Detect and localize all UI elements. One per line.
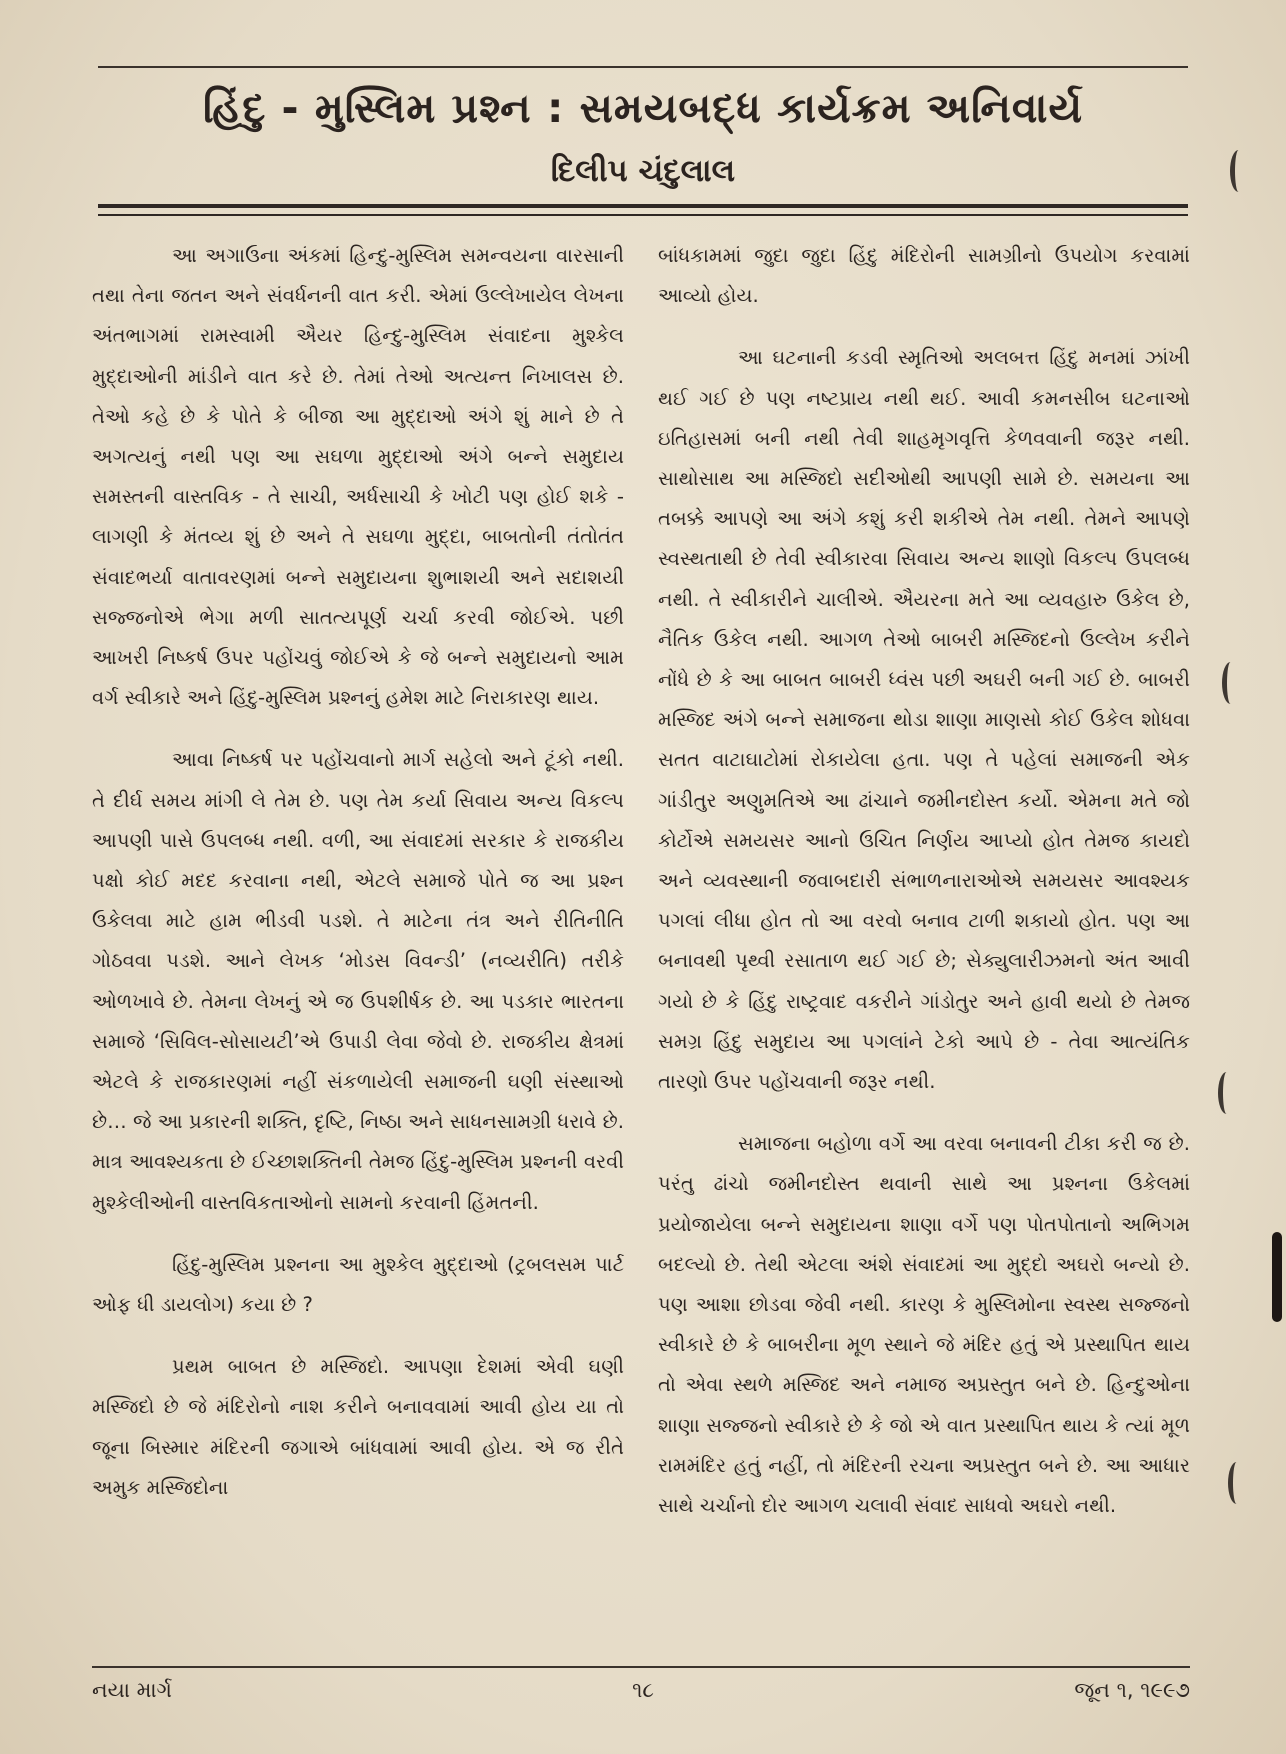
left-column bbox=[92, 236, 624, 1508]
paragraph: આ ઘટનાની કડવી સ્મૃતિઓ અલબત્ત હિંદુ મનમાં ઝાંખી થઈ ગઈ છે પણ નષ્ટપ્રાય નથી થઈ. આવી કમનસીબ ઘટનાઓ ઇતિહાસમાં બની નથી તેવી શાહમૃગવૃત્તિ કેળવવાની જરૂર નથી. સાથોસાથ આ મસ્જિદો સદીઓથી આપણી સામે છે. સમયના આ તબક્કે આપણે આ અંગે કશું કરી શકીએ તેમ નથી. તેમને આપણે સ્વસ્થતાથી છે તેવી સ્વીકારવા સિવાય અન્ય શાણો વિકલ્પ ઉપલબ્ધ નથી. તે સ્વીકારીને ચાલીએ. ઐયરના મતે આ વ્યવહારુ ઉકેલ છે, નૈતિક ઉકેલ નથી. આગળ તેઓ બાબરી મસ્જિદનો ઉલ્લેખ કરીને નોંધે છે કે આ બાબત બાબરી ધ્વંસ પછી અઘરી બની ગઈ છે. બાબરી મસ્જિદ અંગે બન્ને સમાજના થોડા શાણા માણસો કોઈ ઉકેલ શોધવા સતત વાટાઘાટોમાં રોકાયેલા હતા. પણ તે પહેલાં સમાજની એક ગાંડીતુર અણુમતિએ આ ઢાંચાને જમીનદોસ્ત કર્યો. એમના મતે જો કોર્ટોએ સમયસર આનો ઉચિત નિર્ણય આપ્યો હોત તેમજ કાયદો અને વ્યવસ્થાની જવાબદારી સંભાળનારાઓએ સમયસર આવશ્યક પગલાં લીધા હોત તો આ વરવો બનાવ ટાળી શકાયો હોત. પણ આ બનાવથી પૃથ્વી રસાતાળ થઈ ગઈ છે; સેક્યુલારીઝમનો અંત આવી ગયો છે કે હિંદુ રાષ્ટ્રવાદ વકરીને ગાંડોતુર અને હાવી થયો છે તેમજ સમગ્ર હિંદુ સમુદાય આ પગલાંને ટેકો આપે છે - તેવા આત્યંતિક તારણો ઉપર પહોંચવાની જરૂર નથી. bbox=[658, 346, 1190, 1094]
paragraph: આ અગાઉના અંકમાં હિન્દુ-મુસ્લિમ સમન્વયના વારસાની તથા તેના જતન અને સંવર્ધનની વાત કરી. એમાં ઉલ્લેખાયેલ લેખના અંતભાગમાં રામસ્વામી ઐયર હિન્દુ-મુસ્લિમ સંવાદના મુશ્કેલ મુદ્દાઓની માંડીને વાત કરે છે. તેમાં તેઓ અત્યન્ત નિખાલસ છે. તેઓ કહે છે કે પોતે કે બીજા આ મુદ્દાઓ અંગે શું માને છે તે અગત્યનું નથી પણ આ સઘળા મુદ્દાઓ અંગે બન્ને સમુદાય સમસ્તની વાસ્તવિક - તે સાચી, અર્ધસાચી કે ખોટી પણ હોઈ શકે - લાગણી કે મંતવ્ય શું છે અને તે સઘળા મુદ્દા, બાબતોની તંતોતંત સંવાદભર્યા વાતાવરણમાં બન્ને સમુદાયના શુભાશયી અને સદાશયી સજ્જનોએ ભેગા મળી સાતત્યપૂર્ણ ચર્ચા કરવી જોઈએ. પછી આખરી નિષ્કર્ષ ઉપર પહોંચવું જોઈએ કે જે બન્ને સમુદાયનો આમ વર્ગ સ્વીકારે અને હિંદુ-મુસ્લિમ પ્રશ્નનું હમેશ માટે નિરાકારણ થાય. bbox=[92, 244, 624, 710]
footer-date: જૂન ૧, ૧૯૯૭ bbox=[1074, 1678, 1190, 1702]
header-rule-thin bbox=[98, 214, 1188, 216]
article-title: હિંદુ - મુસ્લિમ પ્રશ્ન : સમયબદ્ધ કાર્યક્રમ અનિવાર્ય bbox=[202, 84, 1084, 132]
paragraph: બાંધકામમાં જુદા જુદા હિંદુ મંદિરોની સામગ્રીનો ઉપયોગ કરવામાં આવ્યો હોય. bbox=[658, 244, 1190, 308]
right-column bbox=[658, 236, 1190, 1526]
paragraph: સમાજના બહોળા વર્ગે આ વરવા બનાવની ટીકા કરી જ છે. પરંતુ ઢાંચો જમીનદોસ્ત થવાની સાથે આ પ્રશ્નના ઉકેલમાં પ્રયોજાયેલા બન્ને સમુદાયના શાણા વર્ગે પણ પોતપોતાનો અભિગમ બદલ્યો છે. તેથી એટલા અંશે સંવાદમાં આ મુદ્દો અઘરો બન્યો છે. પણ આશા છોડવા જેવી નથી. કારણ કે મુસ્લિમોના સ્વસ્થ સજ્જનો સ્વીકારે છે કે બાબરીના મૂળ સ્થાને જે મંદિર હતું એ પ્રસ્થાપિત થાય તો એવા સ્થળે મસ્જિદ અને નમાજ અપ્રસ્તુત બને છે. હિન્દુઓના શાણા સજ્જનો સ્વીકારે છે કે જો એ વાત પ્રસ્થાપિત થાય કે ત્યાં મૂળ રામમંદિર હતું નહીં, તો મંદિરની રચના અપ્રસ્તુત બને છે. આ આધાર સાથે ચર્ચાનો દોર આગળ ચલાવી સંવાદ સાધવો અઘરો નથી. bbox=[658, 1132, 1190, 1518]
paragraph: હિંદુ-મુસ્લિમ પ્રશ્નના આ મુશ્કેલ મુદ્દાઓ (ટ્રબલસમ પાર્ટ ઓફ ધી ડાયલોગ) કયા છે ? bbox=[92, 1252, 624, 1317]
page-damage-mark bbox=[1222, 662, 1239, 704]
footer-page-number: ૧૮ bbox=[632, 1678, 654, 1702]
paragraph: પ્રથમ બાબત છે મસ્જિદો. આપણા દેશમાં એવી ઘણી મસ્જિદો છે જે મંદિરોનો નાશ કરીને બનાવવામાં આવી હોય યા તો જૂના બિસ્માર મંદિરની જગાએ બાંધવામાં આવી હોય. એ જ રીતે અમુક મસ્જિદોના bbox=[92, 1355, 624, 1499]
footer-publication: નયા માર્ગ bbox=[92, 1678, 172, 1702]
article-author: દિલીપ ચંદુલાલ bbox=[550, 153, 736, 189]
top-rule bbox=[98, 66, 1188, 68]
paragraph: આવા નિષ્કર્ષ પર પહોંચવાનો માર્ગ સહેલો અને ટૂંકો નથી. તે દીર્ઘ સમય માંગી લે તેમ છે. પણ તેમ કર્યા સિવાય અન્ય વિકલ્પ આપણી પાસે ઉપલબ્ધ નથી. વળી, આ સંવાદમાં સરકાર કે રાજકીય પક્ષો કોઈ મદદ કરવાના નથી, એટલે સમાજે પોતે જ આ પ્રશ્ન ઉકેલવા માટે હામ ભીડવી પડશે. તે માટેના તંત્ર અને રીતિનીતિ ગોઠવવા પડશે. આને લેખક ‘મોડસ વિવન્ડી’ (નવ્યરીતિ) તરીકે ઓળખાવે છે. તેમના લેખનું એ જ ઉપશીર્ષક છે. આ પડકાર ભારતના સમાજે ‘સિવિલ-સોસાયટી’એ ઉપાડી લેવા જેવો છે. રાજકીય ક્ષેત્રમાં એટલે કે રાજકારણમાં નહીં સંકળાયેલી સમાજની ઘણી સંસ્થાઓ છે… જે આ પ્રકારની શક્તિ, દૃષ્ટિ, નિષ્ઠા અને સાધનસામગ્રી ધરાવે છે. માત્ર આવશ્યકતા છે ઈચ્છાશક્તિની તેમજ હિંદુ-મુસ્લિમ પ્રશ્નની વરવી મુશ્કેલીઓની વાસ્તવિકતાઓનો સામનો કરવાની હિંમતની. bbox=[92, 748, 624, 1214]
page-damage-mark bbox=[1228, 1462, 1245, 1504]
footer-rule bbox=[92, 1666, 1190, 1668]
header-rule-thick bbox=[98, 204, 1188, 208]
page-damage-blot bbox=[1272, 1232, 1282, 1322]
page-damage-mark bbox=[1230, 150, 1247, 192]
page-damage-mark bbox=[1218, 1072, 1235, 1114]
